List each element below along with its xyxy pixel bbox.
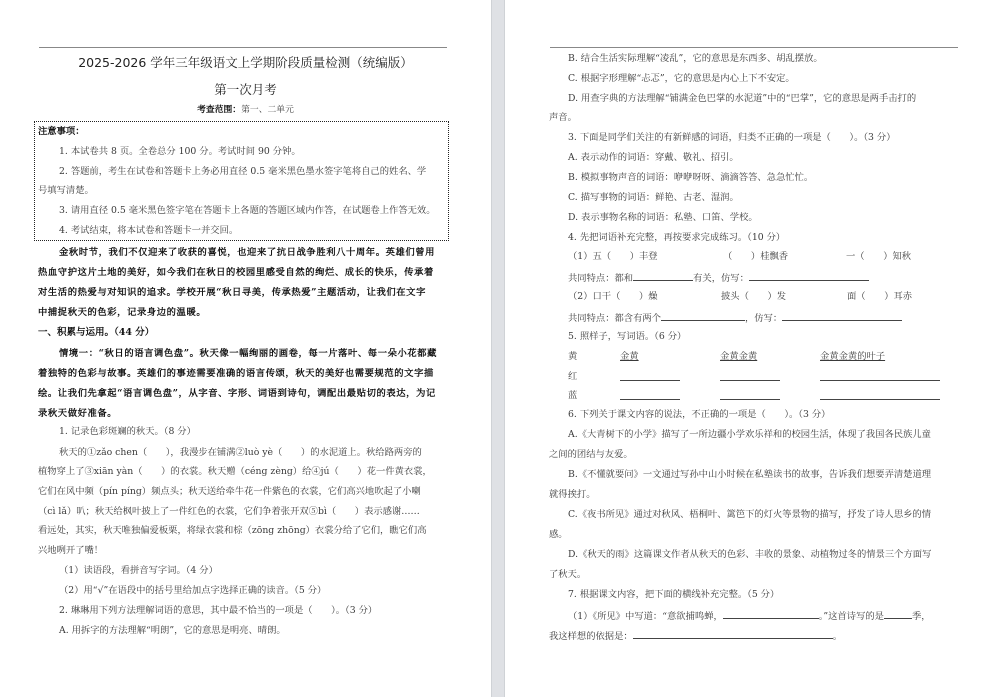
scenario-line: 情境一：“秋日的语言调色盘”。秋天像一幅绚丽的画卷，每一片落叶、每一朵小花都藏 [59, 348, 438, 359]
question-7-sub-1 [568, 608, 931, 623]
scope-label: 考查范围： [197, 105, 242, 115]
question-2-option: D. 用查字典的方法理解“铺满金色巴掌的水泥道”中的“巴掌”，它的意思是两手击打的 [568, 93, 917, 104]
common-feature-1 [568, 270, 869, 285]
poem-prompt: （1）《所见》中写道：“意欲捕鸣蝉， [568, 611, 723, 622]
passage-line: （cì lǎ）叭；秋天给枫叶披上了一件红色的衣裳，它们争着张开双⑤bì（ ）表示感谢…… [38, 506, 420, 517]
question-3-option: D. 表示事物名称的词语：私塾、口笛、学校。 [568, 212, 758, 223]
answer-blank[interactable] [820, 370, 940, 381]
notice-item: 4. 考试结束，将本试卷和答题卡一并交回。 [59, 225, 239, 236]
answer-blank[interactable] [723, 608, 819, 619]
idiom-blank: （2）口干（ ）燥 [568, 291, 658, 302]
pattern-char: 红 [568, 371, 578, 382]
question-2-option-a: A. 用拆字的方法理解“明朗”，它的意思是明亮、晴朗。 [59, 625, 286, 636]
question-6-option: B.《不懂就要问》一文通过写孙中山小时候在私塾读书的故事，告诉我们想要弄清楚道理 [568, 469, 932, 480]
pattern-example: 金黄金黄的叶子 [820, 351, 886, 362]
exam-title: 2025-2026 学年三年级语文上学期阶段质量检测（统编版） [78, 55, 413, 70]
common-feature-label: 共同特点：都含有两个 [568, 313, 661, 324]
question-1-sub: （1）读语段，看拼音写字词。（4 分） [59, 565, 218, 576]
poem-prompt: 我这样想的依据是： [549, 631, 633, 642]
intro-line: 中捕捉秋天的色彩，记录身边的温暖。 [38, 307, 207, 318]
passage-line: 兴地咧开了嘴！ [38, 545, 104, 556]
question-6-option-cont: 就得挨打。 [549, 489, 596, 500]
answer-blank[interactable] [749, 270, 869, 281]
answer-blank[interactable] [633, 628, 833, 639]
scenario-line: 录秋天做好准备。 [38, 408, 118, 419]
notice-item: 3. 请用直径 0.5 毫米黑色签字笔在答题卡上各题的答题区域内作答，在试题卷上作答无效。 [59, 205, 436, 216]
exam-subtitle: 第一次月考 [214, 82, 277, 97]
answer-blank[interactable] [633, 270, 693, 281]
poem-prompt: 。”这首诗写的是 [818, 611, 884, 622]
scope-value: 第一、二单元 [241, 105, 294, 115]
pattern-char: 蓝 [568, 390, 578, 401]
pattern-char: 黄 [568, 351, 578, 362]
question-3-option: B. 模拟事物声音的词语：咿咿呀呀、滴滴答答、急急忙忙。 [568, 172, 814, 183]
common-feature-label: ，仿写： [744, 313, 783, 324]
question-2-option: B. 结合生活实际理解“凌乱”，它的意思是东西多、胡乱摆放。 [568, 53, 823, 64]
answer-blank[interactable] [661, 310, 745, 321]
pattern-example: 金黄金黄 [720, 351, 758, 362]
notice-item: 1. 本试卷共 8 页。全卷总分 100 分。考试时间 90 分钟。 [59, 146, 301, 157]
pattern-example: 金黄 [620, 351, 639, 362]
question-6-option-cont: 之间的团结与友爱。 [549, 449, 633, 460]
notice-heading: 注意事项： [38, 126, 85, 137]
idiom-blank: （ ）桂飘香 [723, 251, 789, 262]
common-feature-label: 共同特点：都和 [568, 273, 634, 284]
scenario-line: 着独特的色彩与故事。英雄们的事迹需要准确的语言传颂，秋天的美好也需要规范的文字描 [38, 368, 434, 379]
question-3-option: C. 描写事物的词语：鲜艳、古老、湿润。 [568, 192, 739, 203]
passage-line: 植物穿上了③xiān yàn（ ）的衣裳。秋天赠（céng zèng）给④jú（ ）花一件黄衣裳， [38, 466, 432, 477]
answer-blank[interactable] [782, 310, 902, 321]
question-7-sub-1-cont [549, 628, 842, 643]
question-6-option: A.《大青树下的小学》描写了一所边疆小学欢乐祥和的校园生活，体现了我国各民族儿童 [568, 429, 931, 440]
header-rule [39, 47, 447, 48]
intro-line: 对生活的热爱与对知识的追求。学校开展“秋日寻美，传承热爱”主题活动，让我们在文字 [38, 287, 426, 298]
question-2: 2. 琳琳用下列方法理解词语的意思，其中最不恰当的一项是（ ）。（3 分） [59, 605, 378, 616]
question-6: 6. 下列关于课文内容的说法，不正确的一项是（ ）。（3 分） [568, 409, 831, 420]
answer-blank[interactable] [620, 389, 680, 400]
section-heading: 一、积累与运用。（44 分） [38, 327, 155, 338]
answer-blank[interactable] [720, 389, 780, 400]
common-feature-2 [568, 310, 902, 325]
poem-prompt: 。 [832, 631, 842, 642]
idiom-blank: 面（ ）耳赤 [847, 291, 913, 302]
question-3: 3. 下面是同学们关注的有新鲜感的词语，归类不正确的一项是（ ）。（3 分） [568, 132, 896, 143]
answer-blank[interactable] [720, 370, 780, 381]
notice-box [34, 121, 449, 241]
answer-blank[interactable] [620, 370, 680, 381]
question-2-option: C. 根据字形理解“忐忑”，它的意思是内心上下不安定。 [568, 73, 795, 84]
document-page-left [0, 0, 491, 697]
notice-item-cont: 号填写清楚。 [38, 185, 94, 196]
passage-line: 看远处，其实，秋天唯独偏爱板栗，将绿衣裳和棕（zōng zhōng）衣裳分给了它们，瞧它们高 [38, 525, 427, 536]
document-page-right [505, 0, 999, 697]
question-6-option-cont: 感。 [549, 529, 568, 540]
common-feature-label: 有关，仿写： [693, 273, 749, 284]
idiom-blank: 披头（ ）发 [721, 291, 787, 302]
passage-line: 秋天的①zǎo chen（ ），我漫步在铺满②luò yè（ ）的水泥道上。秋给路两旁的 [59, 447, 422, 458]
answer-blank[interactable] [884, 608, 912, 619]
question-5: 5. 照样子，写词语。（6 分） [568, 331, 687, 342]
poem-prompt: 季， [911, 611, 931, 622]
question-4: 4. 先把词语补充完整，再按要求完成练习。（10 分） [568, 232, 786, 243]
question-7: 7. 根据课文内容，把下面的横线补充完整。（5 分） [568, 589, 780, 600]
question-1-sub: （2）用“√”在语段中的括号里给加点字选择正确的读音。（5 分） [59, 585, 327, 596]
intro-line: 金秋时节，我们不仅迎来了收获的喜悦，也迎来了抗日战争胜利八十周年。英雄们曾用 [59, 247, 436, 258]
notice-item: 2. 答题前，考生在试卷和答题卡上务必用直径 0.5 毫米黑色墨水签字笔将自己的姓名、学 [59, 166, 427, 177]
question-6-option: D.《秋天的雨》这篇课文作者从秋天的色彩、丰收的景象、动植物过冬的情景三个方面写 [568, 549, 932, 560]
header-rule [550, 47, 958, 48]
question-1: 1. 记录色彩斑斓的秋天。（8 分） [59, 426, 196, 437]
exam-scope [0, 104, 491, 117]
passage-line: 它们在风中频（pín píng）频点头；秋天送给牵牛花一件紫色的衣裳，它们高兴地吹起了小喇 [38, 486, 421, 497]
question-6-option: C.《夜书所见》通过对秋风、梧桐叶、篱笆下的灯火等景物的描写，抒发了诗人思乡的情 [568, 509, 932, 520]
idiom-blank: 一（ ）知秋 [846, 251, 912, 262]
intro-line: 热血守护这片土地的美好，如今我们在秋日的校园里感受自然的绚烂、成长的快乐，传承着 [38, 267, 434, 278]
scenario-line: 绘。让我们先拿起“语言调色盘”，从字音、字形、词语到诗句，调配出最贴切的表达，为记 [38, 388, 436, 399]
question-3-option: A. 表示动作的词语：穿戴、敬礼、招引。 [568, 152, 739, 163]
idiom-blank: （1）五（ ）丰登 [568, 251, 658, 262]
page-gutter [491, 0, 505, 697]
answer-blank[interactable] [820, 389, 940, 400]
question-6-option-cont: 了秋天。 [549, 569, 587, 580]
question-2-option-cont: 声音。 [549, 112, 577, 123]
